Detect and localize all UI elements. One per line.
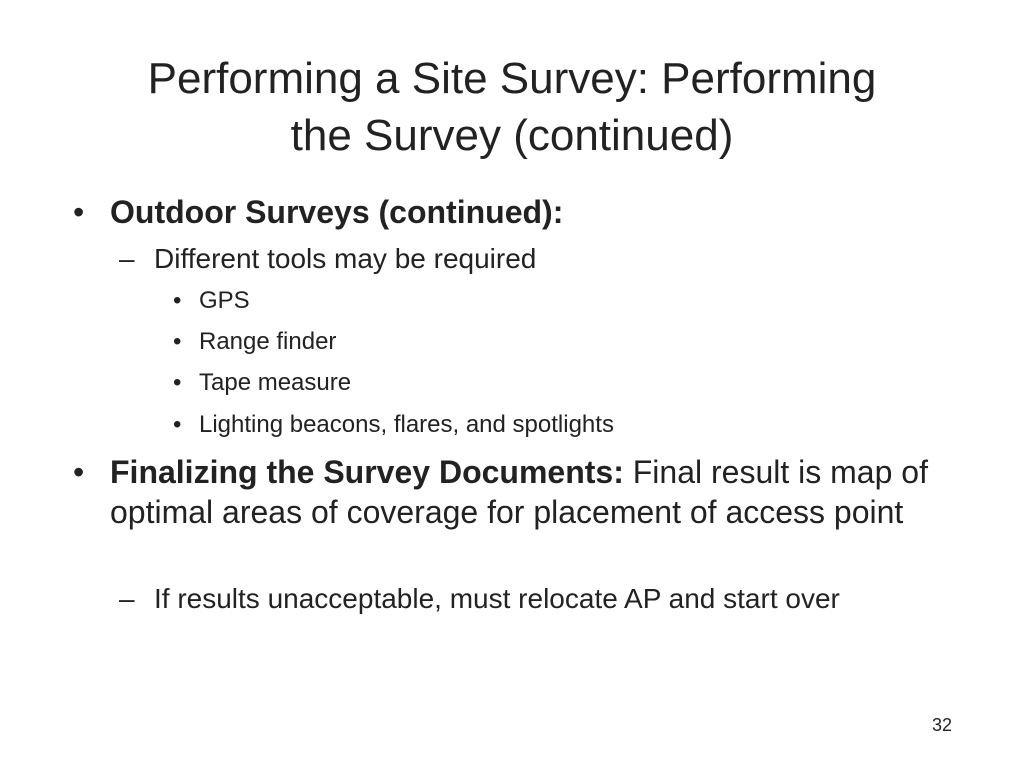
slide-title — [60, 50, 964, 164]
tool-item-tape-measure — [173, 367, 959, 399]
bullet-outdoor-surveys — [73, 192, 950, 232]
bullet-marker: • — [173, 287, 182, 314]
sub-bullet-relocate — [119, 581, 924, 617]
bullet-marker: • — [173, 369, 182, 396]
bullet-finalizing-survey — [73, 452, 940, 532]
tool-item-gps — [173, 285, 959, 317]
tool-item-text: Tape measure — [199, 369, 352, 396]
outdoor-surveys-heading: Outdoor Surveys (continued): — [110, 194, 564, 230]
relocate-text: If results unacceptable, must relocate AP and start over — [154, 583, 840, 614]
tool-item-text: GPS — [199, 287, 250, 314]
bullet-marker: • — [173, 411, 182, 438]
dash-marker: – — [119, 583, 135, 614]
finalizing-text: Final result is map of optimal areas of coverage for placement of access point — [110, 454, 928, 530]
tool-item-text: Lighting beacons, flares, and spotlights — [199, 411, 614, 438]
tool-item-range-finder — [173, 326, 959, 358]
finalizing-heading: Finalizing the Survey Documents: — [110, 454, 624, 490]
sub-bullet-different-tools — [119, 241, 954, 277]
bullet-marker: • — [73, 194, 85, 230]
tool-item-text: Range finder — [199, 328, 337, 355]
bullet-marker: • — [173, 328, 182, 355]
different-tools-text: Different tools may be required — [154, 243, 537, 274]
bullet-marker: • — [73, 454, 85, 490]
dash-marker: – — [119, 243, 135, 274]
page-number: 32 — [931, 715, 952, 735]
slide-title-line-1: Performing a Site Survey: Performing — [147, 54, 877, 103]
tool-item-lighting — [173, 409, 959, 441]
slide-title-line-2: the Survey (continued) — [290, 111, 734, 160]
